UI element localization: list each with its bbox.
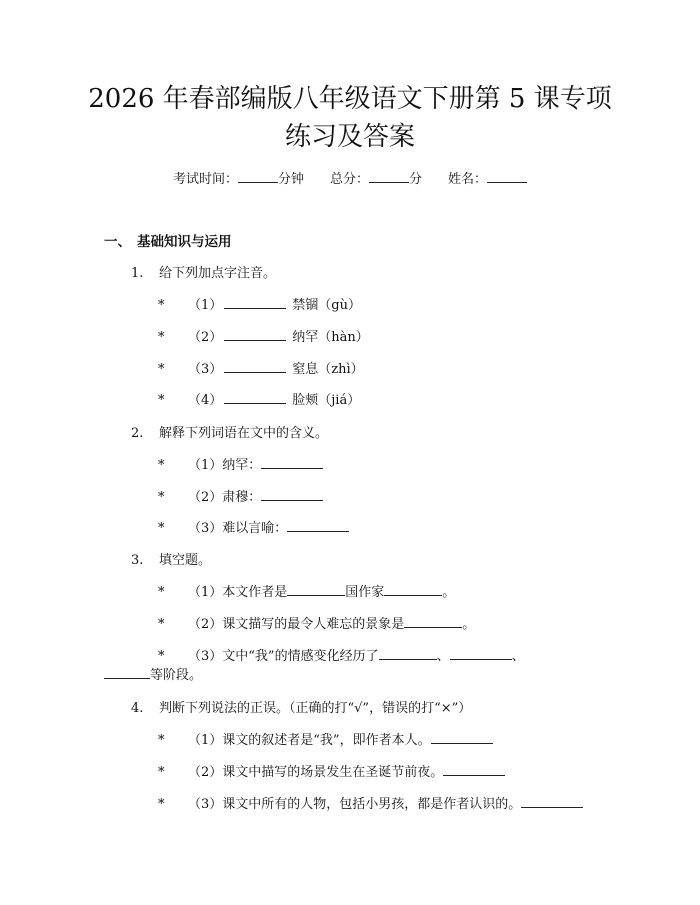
question-text: 解释下列词语在文中的含义。 <box>159 426 329 441</box>
answer-blank[interactable] <box>443 763 505 776</box>
item-text: （1）本文作者是 <box>188 585 288 600</box>
score-unit: 分 <box>409 172 423 187</box>
answer-blank[interactable] <box>384 583 442 596</box>
answer-blank[interactable] <box>104 666 150 679</box>
item-text: 等阶段。 <box>150 668 203 683</box>
item-text: （2）肃穆： <box>188 490 262 505</box>
question-text: 填空题。 <box>159 553 212 568</box>
bullet: * <box>158 458 165 473</box>
answer-blank[interactable] <box>379 647 437 660</box>
bullet: * <box>158 733 165 748</box>
answer-blank[interactable] <box>261 456 323 469</box>
section-title: 基础知识与运用 <box>137 234 232 250</box>
time-blank[interactable] <box>238 170 278 183</box>
item-text: （1）课文的叙述者是“我”，即作者本人。 <box>188 733 431 748</box>
bullet: * <box>158 490 165 505</box>
item-index: （2） <box>188 330 223 345</box>
list-item <box>158 389 360 408</box>
item-text: （2）课文中描写的场景发生在圣诞节前夜。 <box>188 765 444 780</box>
time-unit: 分钟 <box>277 172 304 187</box>
exam-info-line <box>0 168 700 187</box>
list-item <box>158 326 369 345</box>
list-item <box>158 761 505 780</box>
item-word: 脸颊（jiá） <box>292 393 361 408</box>
bullet: * <box>158 649 165 664</box>
bullet: * <box>158 617 165 632</box>
time-label: 考试时间： <box>172 172 238 187</box>
question-number: 3. <box>131 553 144 568</box>
bullet: * <box>158 298 165 313</box>
item-text: 。 <box>442 585 456 600</box>
name-blank[interactable] <box>487 170 527 183</box>
item-text: 、 <box>511 649 525 664</box>
section-number: 一、 <box>104 234 131 250</box>
list-item <box>158 454 323 473</box>
list-item <box>158 645 525 664</box>
list-item <box>158 793 583 812</box>
question-number: 1. <box>131 266 144 281</box>
question-text: 给下列加点字注音。 <box>159 266 277 281</box>
bullet: * <box>158 362 165 377</box>
section-heading <box>104 230 232 250</box>
list-item-continuation <box>104 664 202 683</box>
list-item <box>158 613 475 632</box>
item-text: （3）课文中所有的人物，包括小男孩，都是作者认识的。 <box>188 797 522 812</box>
score-blank[interactable] <box>369 170 409 183</box>
bullet: * <box>158 521 165 536</box>
item-text: 、 <box>436 649 450 664</box>
list-item <box>158 581 455 600</box>
question-text: 判断下列说法的正误。（正确的打“√”，错误的打“×”） <box>159 701 472 716</box>
document-title-line-2: 练习及答案 <box>284 122 415 152</box>
answer-blank[interactable] <box>450 647 512 660</box>
answer-blank[interactable] <box>224 296 286 309</box>
bullet: * <box>158 765 165 780</box>
list-item <box>158 517 349 536</box>
score-label: 总分： <box>329 172 369 187</box>
item-text: （3）文中“我”的情感变化经历了 <box>188 649 379 664</box>
answer-blank[interactable] <box>261 488 323 501</box>
answer-blank[interactable] <box>431 731 493 744</box>
list-item <box>158 358 364 377</box>
item-text: 国作家 <box>345 585 385 600</box>
list-item <box>158 729 493 748</box>
bullet: * <box>158 797 165 812</box>
item-text: （2）课文描写的最令人难忘的景象是 <box>188 617 405 632</box>
item-index: （3） <box>188 362 223 377</box>
question-2 <box>131 422 328 441</box>
item-text: （1）纳罕： <box>188 458 262 473</box>
question-3 <box>131 549 211 568</box>
bullet: * <box>158 330 165 345</box>
answer-blank[interactable] <box>404 615 462 628</box>
item-word: 窒息（zhì） <box>292 362 364 377</box>
item-index: （1） <box>188 298 223 313</box>
question-number: 4. <box>131 701 144 716</box>
question-1 <box>131 262 276 281</box>
answer-blank[interactable] <box>224 360 286 373</box>
item-text: 。 <box>462 617 476 632</box>
document-title-line-1: 2026 年春部编版八年级语文下册第 5 课专项 <box>88 84 612 114</box>
answer-blank[interactable] <box>287 519 349 532</box>
list-item <box>158 294 361 313</box>
name-label: 姓名： <box>448 172 488 187</box>
item-word: 纳罕（hàn） <box>292 330 369 345</box>
bullet: * <box>158 585 165 600</box>
list-item <box>158 486 323 505</box>
item-index: （4） <box>188 393 223 408</box>
answer-blank[interactable] <box>224 328 286 341</box>
question-number: 2. <box>131 426 144 441</box>
item-text: （3）难以言喻： <box>188 521 288 536</box>
question-4 <box>131 697 471 716</box>
answer-blank[interactable] <box>287 583 345 596</box>
item-word: 禁锢（gù） <box>292 298 361 313</box>
bullet: * <box>158 393 165 408</box>
answer-blank[interactable] <box>521 795 583 808</box>
answer-blank[interactable] <box>224 391 286 404</box>
